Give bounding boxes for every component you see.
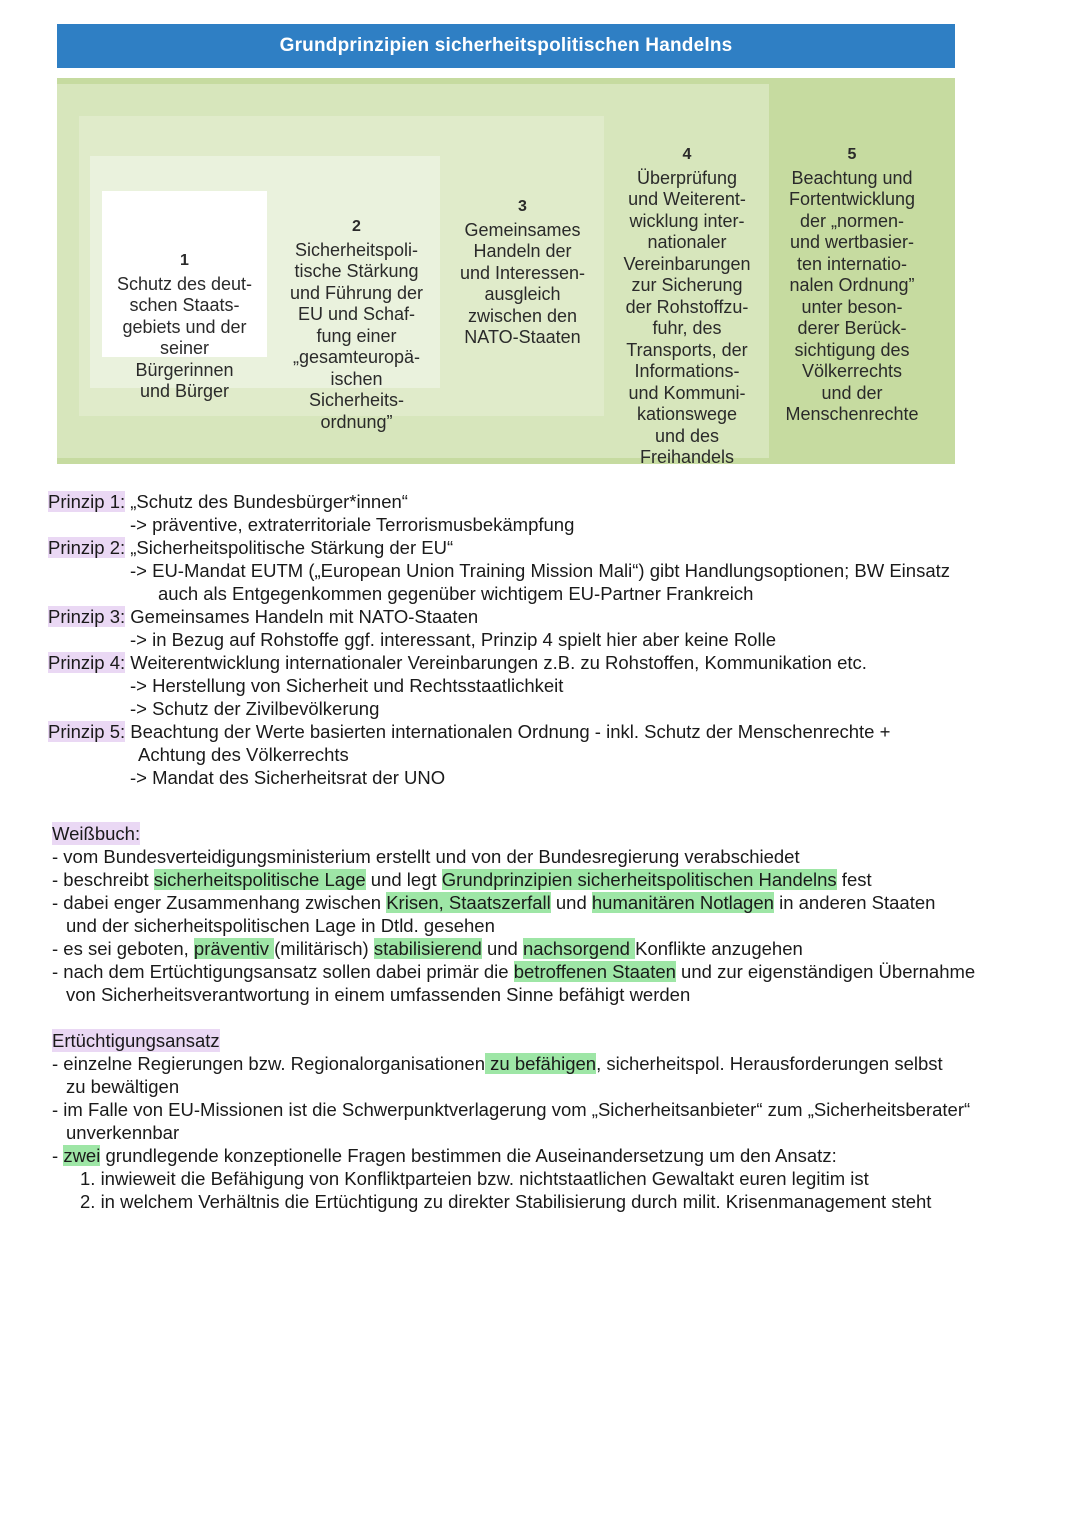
list-item (52, 937, 1062, 960)
section-heading: Weißbuch: (52, 823, 141, 844)
list-item (52, 891, 1062, 914)
principle-5-sub: -> Mandat des Sicherheitsrat der UNO (130, 767, 446, 788)
highlight: Krisen, Staatszerfall (386, 892, 551, 913)
principle-label: Prinzip 4: (48, 652, 126, 673)
principle-4-sub: -> Schutz der Zivilbevölkerung (130, 698, 380, 719)
principle-column-1 (102, 250, 267, 403)
text: (militärisch) (274, 938, 374, 959)
principle-text: „Schutz des Bundesbürger*innen“ (125, 491, 408, 512)
highlight: betroffenen Staaten (513, 961, 676, 982)
text: und legt (365, 869, 442, 890)
principle-column-3 (445, 196, 600, 349)
text: - (52, 1145, 64, 1166)
numbered-item: 2. in welchem Verhältnis die Ertüchtigung zu direkter Stabilisierung durch milit. Krisenmanagement steht (80, 1191, 932, 1212)
principle-text: Schutz des deut- schen Staats- gebiets und der seiner Bürgerinnen und Bürger (116, 273, 253, 401)
text: - einzelne Regierungen bzw. Regionalorganisationen (52, 1053, 485, 1074)
text: und (481, 938, 523, 959)
principles-notes (48, 490, 1058, 789)
figure-body (57, 78, 955, 467)
principle-4-sub: -> Herstellung von Sicherheit und Rechtsstaatlichkeit (130, 675, 564, 696)
principle-text: Gemeinsames Handeln der und Interessen- ausgleich zwischen den NATO-Staaten (459, 219, 586, 347)
principle-label: Prinzip 5: (48, 721, 126, 742)
principle-text: Gemeinsames Handeln mit NATO-Staaten (125, 606, 479, 627)
list-item-cont: und der sicherheitspolitischen Lage in Dtld. gesehen (66, 915, 495, 936)
list-item-cont: zu bewältigen (66, 1076, 180, 1097)
text: in anderen Staaten (773, 892, 936, 913)
principle-label: Prinzip 2: (48, 537, 126, 558)
principle-text: Weiterentwicklung internationaler Vereinbarungen z.B. zu Rohstoffen, Kommunikation etc. (125, 652, 867, 673)
principles-figure (57, 24, 955, 467)
principle-text: Beachtung der Werte basierten internationalen Ordnung - inkl. Schutz der Menschenrechte + (125, 721, 891, 742)
text: - beschreibt (52, 869, 154, 890)
principle-text: Beachtung und Fortentwicklung der „normen- und wertbasier- ten internatio- nalen Ordnung” unter beson- derer Berück- sichtigung des Völkerrechts und der Menschenrechte (785, 167, 919, 424)
principle-5-cont: Achtung des Völkerrechts (138, 744, 349, 765)
principle-4-line (48, 651, 1058, 674)
highlight: zu befähigen (485, 1053, 597, 1074)
list-item-cont: von Sicherheitsverantwortung in einem umfassenden Sinne befähigt werden (66, 984, 691, 1005)
highlight: zwei (63, 1145, 101, 1166)
highlight: stabilisierend (373, 938, 482, 959)
principle-3-sub: -> in Bezug auf Rohstoffe ggf. interessant, Prinzip 4 spielt hier aber keine Rolle (130, 629, 776, 650)
principle-2-line (48, 536, 1058, 559)
text: grundlegende konzeptionelle Fragen bestimmen die Auseinandersetzung um den Ansatz: (100, 1145, 837, 1166)
principle-1-line (48, 490, 1058, 513)
list-item: - im Falle von EU-Missionen ist die Schwerpunktverlagerung vom „Sicherheitsanbieter“ zum „Sicherheitsberater“ (52, 1099, 971, 1120)
text: - dabei enger Zusammenhang zwischen (52, 892, 387, 913)
principle-text: Sicherheitspoli- tische Stärkung und Führung der EU und Schaf- fung einer „gesamteuropä- ischen Sicherheits- ordnung” (289, 239, 424, 432)
principle-text: „Sicherheitspolitische Stärkung der EU“ (125, 537, 454, 558)
list-item (52, 1052, 1062, 1075)
text: fest (836, 869, 872, 890)
principle-2-sub: -> EU-Mandat EUTM („European Union Training Mission Mali“) gibt Handlungsoptionen; BW Einsatz (130, 560, 951, 581)
highlight: präventiv (193, 938, 275, 959)
principle-number: 5 (847, 146, 857, 163)
section-heading: Ertüchtigungsansatz (52, 1030, 220, 1051)
text: Konflikte anzugehen (635, 938, 803, 959)
weissbuch-section (52, 822, 1062, 1006)
principle-5-line (48, 720, 1058, 743)
list-item-cont: unverkennbar (66, 1122, 180, 1143)
list-item (52, 868, 1062, 891)
figure-title: Grundprinzipien sicherheitspolitischen Handelns (57, 24, 955, 68)
text: und zur eigenständigen Übernahme (675, 961, 976, 982)
principle-text: Überprüfung und Weiterent- wicklung inter- nationaler Vereinbarungen zur Sicherung der Rohstoffzu- fuhr, des Transports, der Informations- und Kommuni- kationswege und des Freihandels (623, 167, 751, 467)
principle-column-5 (772, 144, 932, 426)
text: und (550, 892, 592, 913)
principle-number: 2 (352, 218, 361, 235)
text: - es sei geboten, (52, 938, 194, 959)
principle-column-2 (279, 216, 434, 433)
principle-label: Prinzip 1: (48, 491, 126, 512)
list-item: - vom Bundesverteidigungsministerium erstellt und von der Bundesregierung verabschiedet (52, 846, 800, 867)
principle-number: 4 (682, 146, 692, 163)
highlight: nachsorgend (522, 938, 636, 959)
principle-1-sub: -> präventive, extraterritoriale Terrorismusbekämpfung (130, 514, 575, 535)
principle-label: Prinzip 3: (48, 606, 126, 627)
principle-column-4 (607, 144, 767, 469)
principle-2-sub-cont: auch als Entgegenkommen gegenüber wichtigem EU-Partner Frankreich (158, 583, 754, 604)
list-item (52, 1144, 1062, 1167)
highlight: Grundprinzipien sicherheitspolitischen Handelns (441, 869, 837, 890)
text: - nach dem Ertüchtigungsansatz sollen dabei primär die (52, 961, 514, 982)
numbered-item: 1. inwieweit die Befähigung von Konfliktparteien bzw. nichtstaatlichen Gewaltakt euren legitim ist (80, 1168, 869, 1189)
ertuechtigung-section (52, 1029, 1062, 1213)
principle-number: 3 (518, 198, 527, 215)
principle-3-line (48, 605, 1058, 628)
principle-number: 1 (180, 252, 189, 269)
text: , sicherheitspol. Herausforderungen selbst (596, 1053, 943, 1074)
highlight: humanitären Notlagen (591, 892, 774, 913)
list-item (52, 960, 1062, 983)
highlight: sicherheitspolitische Lage (153, 869, 366, 890)
